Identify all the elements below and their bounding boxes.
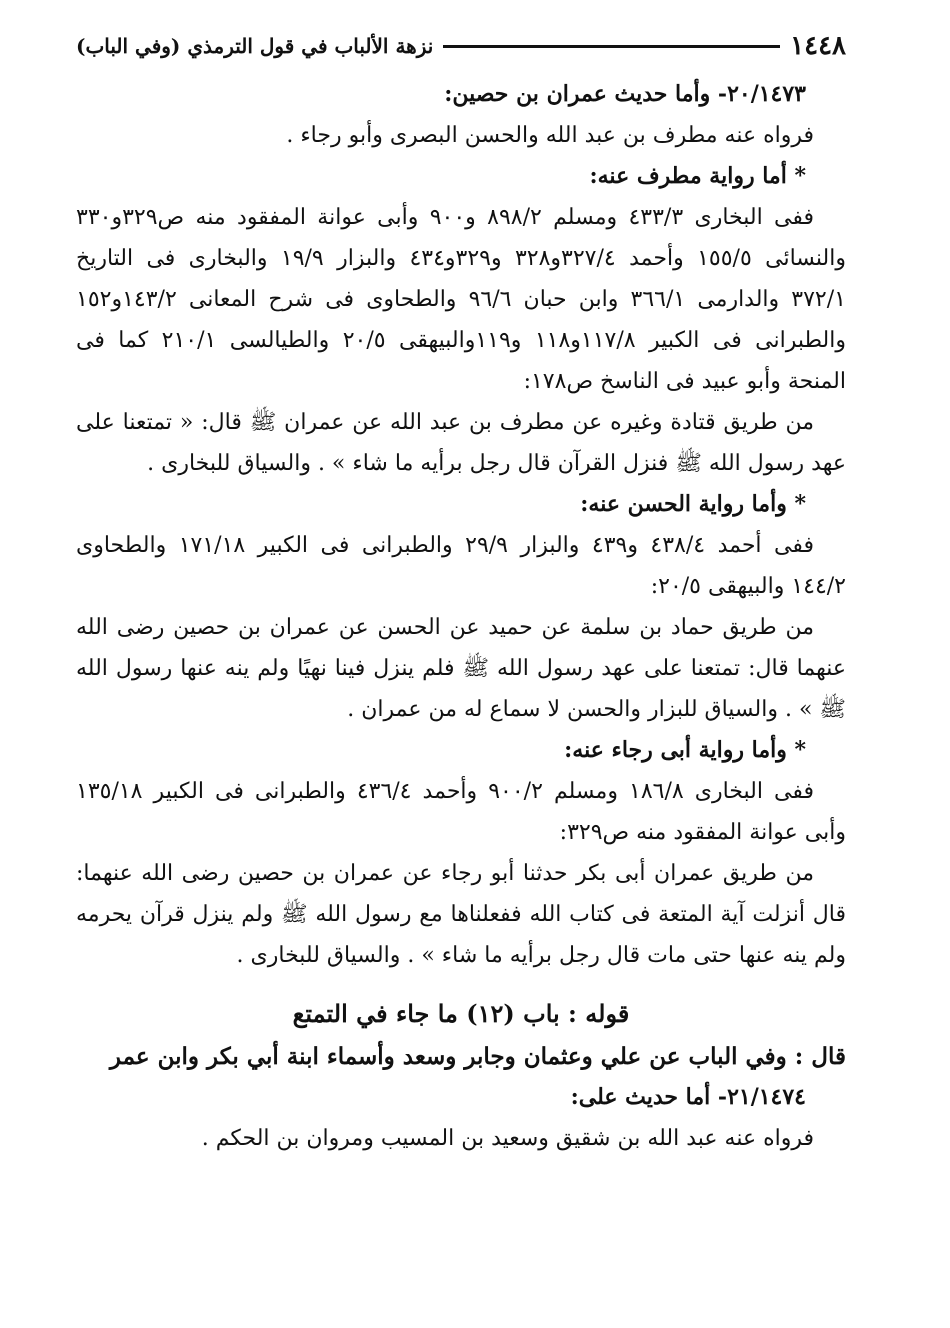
abu-raja-text: من طريق عمران أبى بكر حدثنا أبو رجاء عن عمران بن حصين رضى الله عنهما: قال أنزلت آية المتعة فى كتاب الله ففعلناها مع رسول الله ﷺ ولم ينزل قرآن يحرمه ولم ينه عنها حتى مات قال رجل برأيه ما شاء » . والسياق للبخارى . (76, 861, 846, 968)
header-rule (443, 45, 780, 48)
abu-raja-heading: * وأما رواية أبى رجاء عنه: (564, 737, 806, 763)
narrators-paragraph: فرواه عنه مطرف بن عبد الله والحسن البصرى وأبو رجاء . (286, 123, 814, 148)
hadith-heading-imran: ٢٠/١٤٧٣- وأما حديث عمران بن حصين: (444, 81, 806, 107)
page-header (76, 22, 846, 70)
mutarrif-heading: * أما رواية مطرف عنه: (589, 163, 806, 189)
hasan-heading: * وأما رواية الحسن عنه: (580, 491, 806, 517)
running-title: نزهة الألباب في قول الترمذي (وفي الباب) (76, 34, 434, 58)
abu-raja-sources: ففى البخارى ١٨٦/٨ ومسلم ٩٠٠/٢ وأحمد ٤٣٦/٤ والطبرانى فى الكبير ١٣٥/١٨ وأبى عوانة المفقود منه ص٣٢٩: (76, 779, 846, 845)
mutarrif-sources: ففى البخارى ٤٣٣/٣ ومسلم ٨٩٨/٢ و٩٠٠ وأبى عوانة المفقود منه ص٣٢٩و٣٣٠ والنسائى ١٥٥/٥ وأحمد ٣٢٧/٤و٣٢٨ و٣٢٩و٤٣٤ والبزار ١٩/٩ والبخارى فى التاريخ ٣٧٢/١ والدارمى ٣٦٦/١ وابن حبان ٩٦/٦ والطحاوى فى شرح المعانى ١٤٣/٢و١٥٢ والطبرانى فى الكبير ١١٧/٨و١١٨ و١١٩والبيهقى ٢٠/٥ والطيالسى ٢١٠/١ كما فى المنحة وأبو عبيد فى الناسخ ص١٧٨: (76, 205, 846, 394)
chapter-statement: قال : وفي الباب عن علي وعثمان وجابر وسعد وأسماء ابنة أبي بكر وابن عمر (109, 1043, 846, 1070)
page-number: ١٤٤٨ (790, 31, 846, 61)
hasan-sources: ففى أحمد ٤٣٨/٤ و٤٣٩ والبزار ٢٩/٩ والطبرانى فى الكبير ١٧١/١٨ والطحاوى ١٤٤/٢ والبيهقى ٢٠/٥: (76, 533, 846, 599)
hadith-heading-ali: ٢١/١٤٧٤- أما حديث على: (570, 1084, 806, 1110)
mutarrif-text: من طريق قتادة وغيره عن مطرف بن عبد الله عن عمران ﷺ قال: « تمتعنا على عهد رسول الله ﷺ فنزل القرآن قال رجل برأيه ما شاء » . والسياق للبخارى . (76, 410, 846, 476)
chapter-title: قوله : باب (١٢) ما جاء في التمتع (292, 999, 630, 1028)
hasan-text: من طريق حماد بن سلمة عن حميد عن الحسن عن عمران بن حصين رضى الله عنهما قال: تمتعنا على عهد رسول الله ﷺ فلم ينزل فينا نهيًا ولم ينه عنها رسول الله ﷺ » . والسياق للبزار والحسن لا سماع له من عمران . (76, 615, 846, 722)
ali-narrators: فرواه عنه عبد الله بن شقيق وسعيد بن المسيب ومروان بن الحكم . (201, 1126, 814, 1151)
